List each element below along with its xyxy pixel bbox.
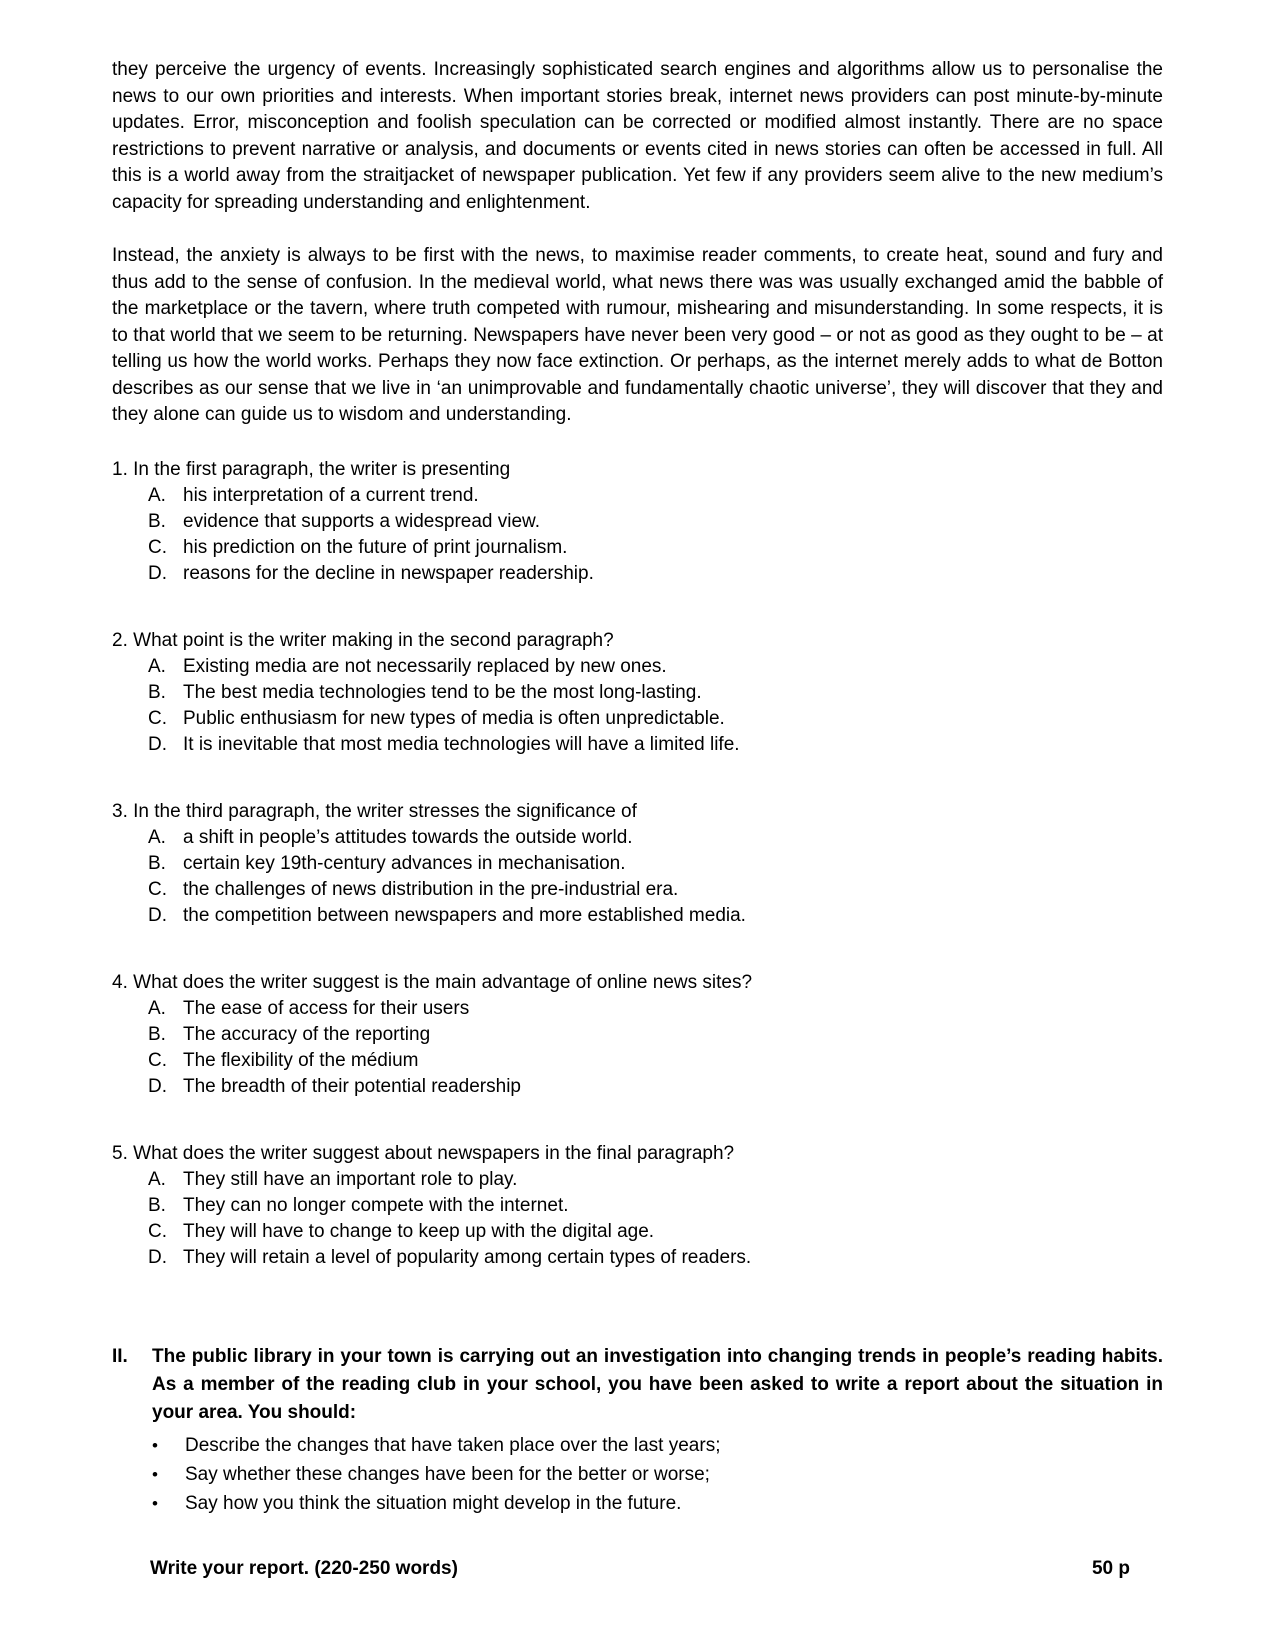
question-number: 1. xyxy=(112,458,128,480)
option-letter: C. xyxy=(148,1049,167,1071)
option-text: reasons for the decline in newspaper readership. xyxy=(183,562,594,584)
bullet-item xyxy=(112,1460,1163,1489)
option-letter: C. xyxy=(148,878,167,900)
bullet-item xyxy=(112,1431,1163,1460)
option-letter: A. xyxy=(148,997,166,1019)
question-stem xyxy=(112,1141,1163,1167)
question-text: What does the writer suggest is the main advantage of online news sites? xyxy=(133,971,753,993)
bullet-item xyxy=(112,1489,1163,1518)
option-text: Public enthusiasm for new types of media is often unpredictable. xyxy=(183,707,725,729)
question-3 xyxy=(112,799,1163,929)
option-text: a shift in people’s attitudes towards the outside world. xyxy=(183,826,633,848)
question-number: 5. xyxy=(112,1142,128,1164)
question-stem xyxy=(112,970,1163,996)
option-row xyxy=(112,654,1163,680)
option-row xyxy=(112,732,1163,758)
bullet-icon: • xyxy=(152,1493,158,1513)
options-list xyxy=(112,654,1163,758)
option-row xyxy=(112,680,1163,706)
question-text: What point is the writer making in the second paragraph? xyxy=(133,629,614,651)
options-list xyxy=(112,483,1163,587)
option-text: The accuracy of the reporting xyxy=(183,1023,431,1045)
option-row xyxy=(112,903,1163,929)
option-text: The ease of access for their users xyxy=(183,997,470,1019)
question-stem xyxy=(112,457,1163,483)
question-text: In the first paragraph, the writer is presenting xyxy=(133,458,511,480)
option-row xyxy=(112,1193,1163,1219)
option-text: The breadth of their potential readership xyxy=(183,1075,521,1097)
option-text: evidence that supports a widespread view. xyxy=(183,510,540,532)
option-letter: D. xyxy=(148,904,167,926)
option-row xyxy=(112,509,1163,535)
option-text: They can no longer compete with the internet. xyxy=(183,1194,569,1216)
option-row xyxy=(112,561,1163,587)
points-label: 50 p xyxy=(1091,1557,1130,1579)
task-bullet-list xyxy=(112,1431,1163,1518)
option-letter: D. xyxy=(148,562,167,584)
option-letter: A. xyxy=(148,484,166,506)
option-row xyxy=(112,1167,1163,1193)
options-list xyxy=(112,996,1163,1100)
option-text: Existing media are not necessarily replaced by new ones. xyxy=(183,655,667,677)
option-letter: D. xyxy=(148,1246,167,1268)
option-text: his prediction on the future of print journalism. xyxy=(183,536,568,558)
option-row xyxy=(112,706,1163,732)
option-row xyxy=(112,851,1163,877)
option-letter: D. xyxy=(148,733,167,755)
option-letter: B. xyxy=(148,852,166,874)
question-1 xyxy=(112,457,1163,587)
option-letter: B. xyxy=(148,681,166,703)
option-text: They will have to change to keep up with the digital age. xyxy=(183,1220,655,1242)
question-2 xyxy=(112,628,1163,758)
report-instruction: Write your report. (220-250 words) xyxy=(150,1557,458,1579)
passage-paragraph-2: Instead, the anxiety is always to be first with the news, to maximise reader comments, to create heat, sound and fury and thus add to the sense of confusion. In the medieval world, what news there was was usually exchanged amid the babble of the marketplace or the tavern, where truth competed with rumour, mishearing and misunderstanding. In some respects, it is to that world that we seem to be returning. Newspapers have never been very good – or not as good as they ought to be – at telling us how the world works. Perhaps they now face extinction. Or perhaps, as the internet merely adds to what de Botton describes as our sense that we live in ‘an unimprovable and fundamentally chaotic universe’, they will discover that they and they alone can guide us to wisdom and understanding. xyxy=(112,245,1163,425)
option-text: The best media technologies tend to be the most long-lasting. xyxy=(183,681,702,703)
option-letter: D. xyxy=(148,1075,167,1097)
option-letter: A. xyxy=(148,1168,166,1190)
question-text: What does the writer suggest about newspapers in the final paragraph? xyxy=(133,1142,735,1164)
option-letter: B. xyxy=(148,1023,166,1045)
bullet-text: Describe the changes that have taken place over the last years; xyxy=(185,1434,721,1456)
bullet-icon: • xyxy=(152,1464,158,1484)
question-number: 2. xyxy=(112,629,128,651)
option-row xyxy=(112,1245,1163,1271)
option-row xyxy=(112,1048,1163,1074)
question-stem xyxy=(112,628,1163,654)
option-text: certain key 19th-century advances in mechanisation. xyxy=(183,852,626,874)
question-5 xyxy=(112,1141,1163,1271)
bullet-text: Say how you think the situation might develop in the future. xyxy=(185,1492,682,1514)
question-number: 4. xyxy=(112,971,128,993)
question-4 xyxy=(112,970,1163,1100)
option-text: It is inevitable that most media technologies will have a limited life. xyxy=(183,733,740,755)
question-number: 3. xyxy=(112,800,128,822)
option-row xyxy=(112,1022,1163,1048)
option-row xyxy=(112,483,1163,509)
option-text: They will retain a level of popularity among certain types of readers. xyxy=(183,1246,752,1268)
option-letter: C. xyxy=(148,1220,167,1242)
section-numeral: II. xyxy=(112,1345,128,1367)
option-row xyxy=(112,996,1163,1022)
question-stem xyxy=(112,799,1163,825)
option-letter: B. xyxy=(148,510,166,532)
option-row xyxy=(112,877,1163,903)
option-row xyxy=(112,1219,1163,1245)
option-letter: B. xyxy=(148,1194,166,1216)
option-text: They still have an important role to play. xyxy=(183,1168,518,1190)
report-footer xyxy=(112,1558,1163,1580)
option-text: The flexibility of the médium xyxy=(183,1049,419,1071)
option-row xyxy=(112,535,1163,561)
option-text: his interpretation of a current trend. xyxy=(183,484,479,506)
option-letter: C. xyxy=(148,536,167,558)
section-task-text: The public library in your town is carrying out an investigation into changing trends in people’s reading habits. As a member of the reading club in your school, you have been asked to write a report about the situation in your area. You should: xyxy=(152,1345,1163,1423)
option-letter: C. xyxy=(148,707,167,729)
option-row xyxy=(112,1074,1163,1100)
option-letter: A. xyxy=(148,655,166,677)
options-list xyxy=(112,825,1163,929)
question-text: In the third paragraph, the writer stresses the significance of xyxy=(133,800,637,822)
option-text: the challenges of news distribution in the pre-industrial era. xyxy=(183,878,679,900)
bullet-text: Say whether these changes have been for the better or worse; xyxy=(185,1463,710,1485)
option-text: the competition between newspapers and more established media. xyxy=(183,904,746,926)
option-letter: A. xyxy=(148,826,166,848)
passage-paragraph-1: they perceive the urgency of events. Increasingly sophisticated search engines and algorithms allow us to personalise the news to our own priorities and interests. When important stories break, internet news providers can post minute-by-minute updates. Error, misconception and foolish speculation can be corrected or modified almost instantly. There are no space restrictions to prevent narrative or analysis, and documents or events cited in news stories can often be accessed in full. All this is a world away from the straitjacket of newspaper publication. Yet few if any providers seem alive to the new medium’s capacity for spreading understanding and enlightenment. xyxy=(112,59,1163,213)
section-ii-task xyxy=(112,1343,1163,1427)
options-list xyxy=(112,1167,1163,1271)
bullet-icon: • xyxy=(152,1435,158,1455)
option-row xyxy=(112,825,1163,851)
